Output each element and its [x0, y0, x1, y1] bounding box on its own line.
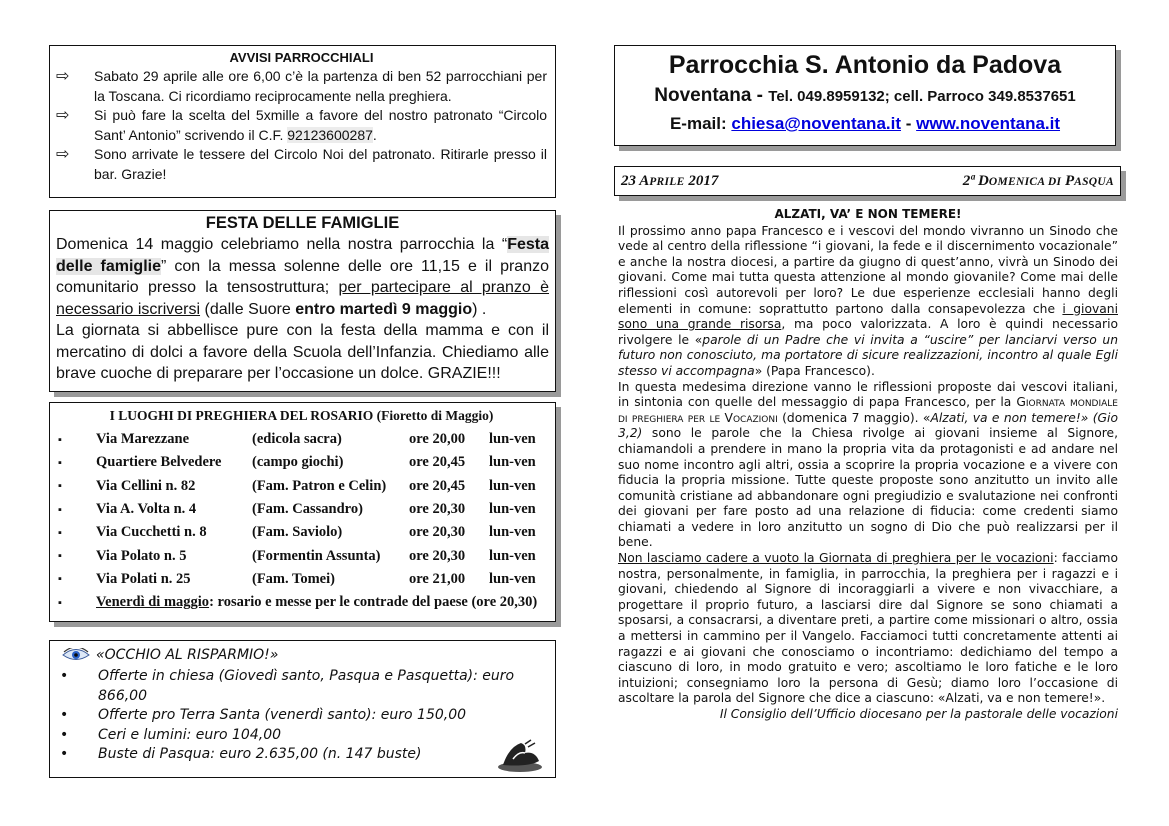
parish-header [614, 45, 1116, 146]
rosario-row: ▪ Via Cucchetti n. 8 (Fam. Saviolo) ore 20,30 lun-ven [58, 524, 536, 541]
arrow-right-icon: ⇨ [56, 68, 70, 85]
praying-hands-icon [495, 739, 545, 773]
square-bullet-icon: ▪ [58, 526, 62, 539]
article-title: ALZATI, VA’ E NON TEMERE! [774, 207, 962, 221]
occhio-title: «OCCHIO AL RISPARMIO!» [96, 647, 279, 663]
eye-icon [62, 648, 90, 662]
article-paragraph: Il prossimo anno papa Francesco e i vescovi del mondo vivranno un Sinodo che vede al centro della riflessione “i giovani, la fede e il discernimento vocazionale” e anche la nostra diocesi, a partire da giugno di quest’anno, vivrà un Sinodo dei giovani. Come mai tutta questa attenzione al mondo giovanile? Come mai delle riflessioni così autorevoli per loro? Le due esperienze ecclesiali hanno degli elementi in comune: soprattutto partono dalla consapevolezza che i giovani sono una grande risorsa, ma poco valorizzata. A loro è quindi necessario rivolgere le «parole di un Padre che vi invita a “uscire” per lanciarvi verso un futuro non conosciuto, ma portatore di sicure realizzazioni, incontro al quale Egli stesso vi accompagna» (Papa Francesco). [618, 223, 1119, 378]
article-signature: Il Consiglio dell’Ufficio diocesano per la pastorale delle vocazioni [719, 707, 1118, 721]
article [618, 207, 1118, 723]
rosario-row: ▪ Via Polato n. 5 (Formentin Assunta) ore 20,30 lun-ven [58, 547, 536, 564]
avvisi-item [56, 145, 547, 184]
square-bullet-icon: ▪ [58, 503, 62, 516]
avvisi-parrocchiali-box [49, 45, 556, 198]
list-item: • Ceri e lumini: euro 104,00 [60, 726, 282, 743]
email-link[interactable]: chiesa@noventana.it [731, 114, 902, 133]
website-link[interactable]: www.noventana.it [916, 114, 1061, 133]
parish-web: E-mail: chiesa@noventana.it - www.noventana.it [669, 114, 1061, 133]
avvisi-title: AVVISI PARROCCHIALI [229, 50, 374, 65]
parish-contacts: Noventana - Tel. 049.8959132; cell. Parroco 349.8537651 [654, 85, 1076, 106]
parish-name: Parrocchia S. Antonio da Padova [668, 51, 1062, 79]
dateline-bar [614, 166, 1121, 196]
rosario-row: ▪ Venerdì di maggio: rosario e messe per le contrade del paese (ore 20,30) [58, 594, 538, 611]
rosario-title: I LUOGHI DI PREGHIERA DEL ROSARIO (Fioretto di Maggio) [109, 408, 494, 423]
avvisi-item-text: Si può fare la scelta del 5xmille a favore del nostro patronato “Circolo Sant’ Antonio” scrivendo il C.F. 92123600287. [94, 107, 547, 143]
issue-date: 23 APRILE 2017 [621, 172, 719, 189]
square-bullet-icon: ▪ [58, 550, 62, 563]
avvisi-item-text: Sono arrivate le tessere del Circolo Noi del patronato. Ritirarle presso il bar. Grazie! [94, 146, 547, 182]
liturgical-sunday: 2ª DOMENICA DI PASQUA [962, 172, 1114, 189]
avvisi-item [56, 67, 547, 106]
rosario-row: ▪ Via Cellini n. 82 (Fam. Patron e Celin) ore 20,45 lun-ven [58, 477, 536, 494]
square-bullet-icon: ▪ [58, 456, 62, 469]
arrow-right-icon: ⇨ [56, 107, 70, 124]
square-bullet-icon: ▪ [58, 433, 62, 446]
list-item: • Offerte pro Terra Santa (venerdì santo): euro 150,00 [60, 707, 467, 723]
rosario-row: ▪ Via Polati n. 25 (Fam. Tomei) ore 21,00 lun-ven [58, 570, 536, 587]
rosario-row: ▪ Quartiere Belvedere (campo giochi) ore 20,45 lun-ven [58, 454, 536, 471]
occhio-risparmio-box [49, 640, 556, 778]
rosario-row: ▪ Via Marezzane (edicola sacra) ore 20,00 lun-ven [58, 431, 536, 448]
square-bullet-icon: ▪ [58, 596, 62, 609]
tax-code: 92123600287 [287, 126, 373, 143]
avvisi-item [56, 106, 547, 145]
festa-famiglie-box [49, 210, 556, 392]
rosario-box [49, 402, 556, 622]
festa-paragraph: Domenica 14 maggio celebriamo nella nostra parrocchia la “Festa delle famiglie” con la messa solenne delle ore 11,15 e il pranzo comunitario presso la tensostruttura; per partecipare al pranzo è necessario iscriversi (dalle Suore entro martedì 9 maggio) . [56, 236, 549, 318]
occhio-title-row [56, 647, 547, 663]
list-item: • Buste di Pasqua: euro 2.635,00 (n. 147 buste) [60, 746, 422, 762]
arrow-right-icon: ⇨ [56, 146, 70, 163]
article-paragraph: Non lasciamo cadere a vuoto la Giornata di preghiera per le vocazioni: facciamo nostra, personalmente, in famiglia, in parrocchia, la preghiera per i ragazzi e i giovani, chiedendo al Signore di incoraggiarli a vivere e non vivacchiare, a progettare il proprio futuro, a lasciarsi dire dal Signore se sono chiamati a sposarsi, a consacrarsi, a diventare preti, a partire come missionari o altro, ossia a mettersi in cammino per il Vangelo. Facciamoci tutti concretamente attenti ai ragazzi e ai giovani che conosciamo o incontriamo: dedichiamo del tempo a ciascuno di loro, in modo gratuito e vero; ascoltiamo le loro fatiche e le loro intuizioni; consegniamo loro la persona di Gesù; diamo loro l’occasione di ascoltare la parola del Signore che dice a ciascuno: «Alzati, va e non temere!». [618, 551, 1118, 706]
square-bullet-icon: ▪ [58, 480, 62, 493]
festa-title: FESTA DELLE FAMIGLIE [205, 214, 400, 232]
rosario-row: ▪ Via A. Volta n. 4 (Fam. Cassandro) ore 20,30 lun-ven [58, 501, 536, 518]
list-item: • Offerte in chiesa (Giovedì santo, Pasqua e Pasquetta): euro 866,00 [60, 668, 515, 704]
square-bullet-icon: ▪ [58, 573, 62, 586]
avvisi-item-text: Sabato 29 aprile alle ore 6,00 c’è la partenza di ben 52 parrocchiani per la Toscana. Ci ricordiamo reciprocamente nella preghiera. [94, 68, 547, 104]
article-paragraph: In questa medesima direzione vanno le riflessioni proposte dai vescovi italiani, in sintonia con quelle del messaggio di papa Francesco, per la Giornata mondiale di preghiera per le Vocazioni (domenica 7 maggio). «Alzati, va e non temere!» (Gio 3,2) sono le parole che la Chiesa rivolge ai giovani insieme al Signore, chiamandoli a prendere in mano la propria vita da protagonisti e ad andare nel suo nome incontro agli altri, ossia a scoprire la propria vocazione e a vivere con fiducia la propria missione. Tutte queste proposte sono anzitutto un invito alle comunità cristiane ad abbandonare ogni pregiudizio e svalutazione nei confronti dei giovani per fare posto ad una relazione di fiducia: come credenti siamo chiamati a vedere in loro anzitutto un sogno di Dio che può realizzarsi per il bene. [618, 379, 1118, 550]
festa-paragraph: La giornata si abbellisce pure con la festa della mamma e con il mercatino di dolci a favore della Scuola dell’Infanzia. Chiediamo alle brave cuoche di preparare per l’occasione un dolce. GRAZIE!!! [56, 322, 549, 382]
